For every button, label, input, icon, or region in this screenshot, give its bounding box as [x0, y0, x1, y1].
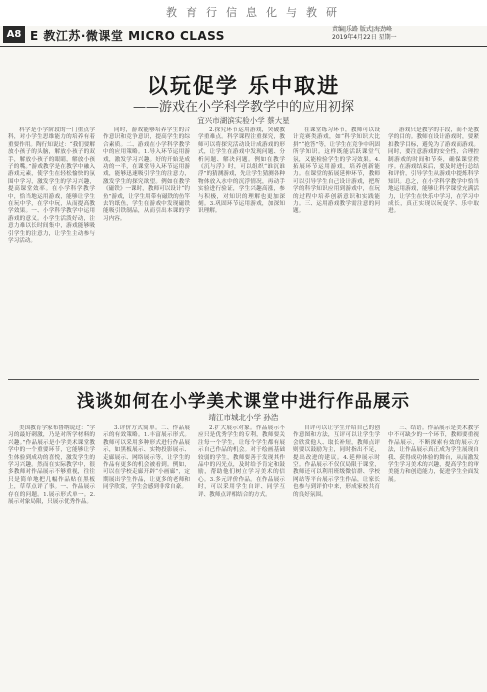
page-masthead — [0, 26, 487, 47]
article1-column-1: 科学是小学阶段的一门重点学科，对小学生思维能力的培养有着重要作用。陶行知说过：“我们要解放小孩子的头脑，解放小孩子的双手，解放小孩子的眼睛，解放小孩子的嘴。”游戏教学是在教学中融入游戏元素，使学生在轻松愉快的氛围中学习，激发学生的学习兴趣，提高课堂效率。在小学科学教学中，恰当地运用游戏，能够让学生在玩中学，在学中玩，从而提高教学效果。一、小学科学教学中运用游戏的意义。小学生活泼好动，注意力难以长时间集中，游戏能够吸引学生的注意力，让学生主动参与学习活动。 — [8, 127, 95, 245]
article1-column-2: 同时，游戏能够培养学生的合作意识和竞争意识，提高学生的综合素质。二、游戏在小学科学教学中的应用策略。1.导入环节运用游戏，激发学习兴趣。好的开始是成功的一半，在课堂导入环节运用游戏，能够迅速吸引学生的注意力，激发学生的探究欲望。例如在教学《磁铁》一课时，教师可以设计“钓鱼”游戏，让学生用带有磁铁的鱼竿去钓纸鱼，学生在游戏中发现磁铁能吸引铁制品，从而引出本课的学习内容。 — [103, 127, 190, 222]
article2-column-1: 美国教育学家布鲁纳说过：“学习的最好刺激，乃是对所学材料的兴趣。”作品展示是小学美术课堂教学中的一个重要环节，它能够让学生体验到成功的喜悦，激发学生的学习兴趣。然而在实际教学中，很多教师对作品展示不够重视，往往只是简单地把几幅作品贴在黑板上，草草点评了事。一、作品展示存在的问题。1.展示形式单一。2.展示对象局限，只展示优秀作品。 — [8, 425, 95, 506]
article2-column-5: 三、结语。作品展示是美术教学中不可缺少的一个环节，教师要重视作品展示，不断探索有效的展示方法，让作品展示真正成为学生展现自我、获得成功体验的舞台，从而激发学生学习美术的兴趣，提高学生的审美能力和创造能力，促进学生全面发展。 — [388, 425, 479, 483]
article2-column-2: 3.评价方式简单。二、作品展示的有效策略。1.丰富展示形式。教师可以采用多种形式进行作品展示，如黑板展示、实物投影展示、走廊展示、网络展示等，让学生的作品有更多的机会被看到。例如，可以在学校走廊开辟“小画廊”，定期展出学生作品，让更多的老师和同学欣赏，学生会感到非常自豪。 — [103, 425, 190, 491]
newspaper-tagline: 教育行信息化与教研 — [166, 6, 346, 19]
article2-column-3: 2.扩大展示对象。作品展示不应只是优秀学生的专利，教师要关注每一个学生，让每个学生都有展示自己作品的机会。对于绘画基础较弱的学生，教师要善于发现其作品中的闪光点，及时给予肯定和鼓励，帮助他们树立学习美术的信心。3.多元评价作品。在作品展示时，可以采用学生自评、同学互评、教师点评相结合的方式。 — [198, 425, 285, 498]
editor-line: 责编|乐路 版式|海劲峰 — [332, 26, 392, 33]
editor-info — [332, 26, 482, 42]
article1-column-5: 游戏只是教学的手段，而不是教学的目的。教师在设计游戏时，要紧扣教学目标，避免为了游戏而游戏。同时，要注意游戏的安全性，合理控制游戏的时间和节奏，确保课堂秩序。在游戏结束后，要及时进行总结和评价，引导学生从游戏中提炼科学知识。总之，在小学科学教学中恰当地运用游戏，能够让科学课堂充满活力，让学生在快乐中学习，在学习中成长，真正实现以玩促学、乐中取进。 — [388, 127, 479, 215]
section-divider — [8, 379, 479, 380]
article1-column-3: 2.探究环节运用游戏，突破教学重难点。科学课程注重探究，教师可以将探究活动设计成游戏的形式，让学生在游戏中发现问题、分析问题、解决问题。例如在教学《沉与浮》时，可以组织“谁沉谁浮”的猜测游戏，先让学生猜测各种物体放入水中的沉浮情况，再动手实验进行验证，学生兴趣高涨，参与积极，对知识的理解也更加深刻。3.巩固环节运用游戏，加深知识理解。 — [198, 127, 285, 215]
page-number-badge: A8 — [3, 26, 25, 43]
article2-byline: 靖江市城北小学 孙浩 — [208, 413, 279, 422]
article1-subtitle: ——游戏在小学科学教学中的应用初探 — [132, 100, 354, 115]
article2-headline: 浅谈如何在小学美术课堂中进行作品展示 — [77, 392, 410, 412]
section-title: E 教江苏·微课堂 MICRO CLASS — [30, 29, 225, 43]
date-line: 2019年4月22日 星期一 — [332, 34, 397, 41]
top-strip — [0, 0, 487, 26]
article1-byline: 宜兴市湖滨实验小学 蔡大星 — [197, 116, 290, 125]
article2-column-4: 自评可以让学生介绍自己的创作意图和方法，互评可以让学生学会欣赏他人、取长补短，教师点评则要以鼓励为主，同时指出不足，提出改进的建议。4.延伸展示时空。作品展示不仅仅局限于课堂，教师还可以利用班级微信群、学校网站等平台展示学生作品，让家长也参与到评价中来，形成家校共育的良好氛围。 — [293, 425, 380, 498]
article1-headline: 以玩促学 乐中取进 — [146, 74, 341, 98]
article1-column-4: 在课堂练习环节，教师可以设计竞赛类游戏，如“科学知识大比拼”“抢答”等，让学生在竞争中巩固所学知识。这样既能活跃课堂气氛，又能检验学生的学习效果。4.拓展环节运用游戏，培养创新能力。在课堂的拓展延伸环节，教师可以引导学生自己设计游戏，把所学的科学知识应用到游戏中，在玩的过程中培养创新意识和实践能力。三、运用游戏教学需注意的问题。 — [293, 127, 380, 215]
